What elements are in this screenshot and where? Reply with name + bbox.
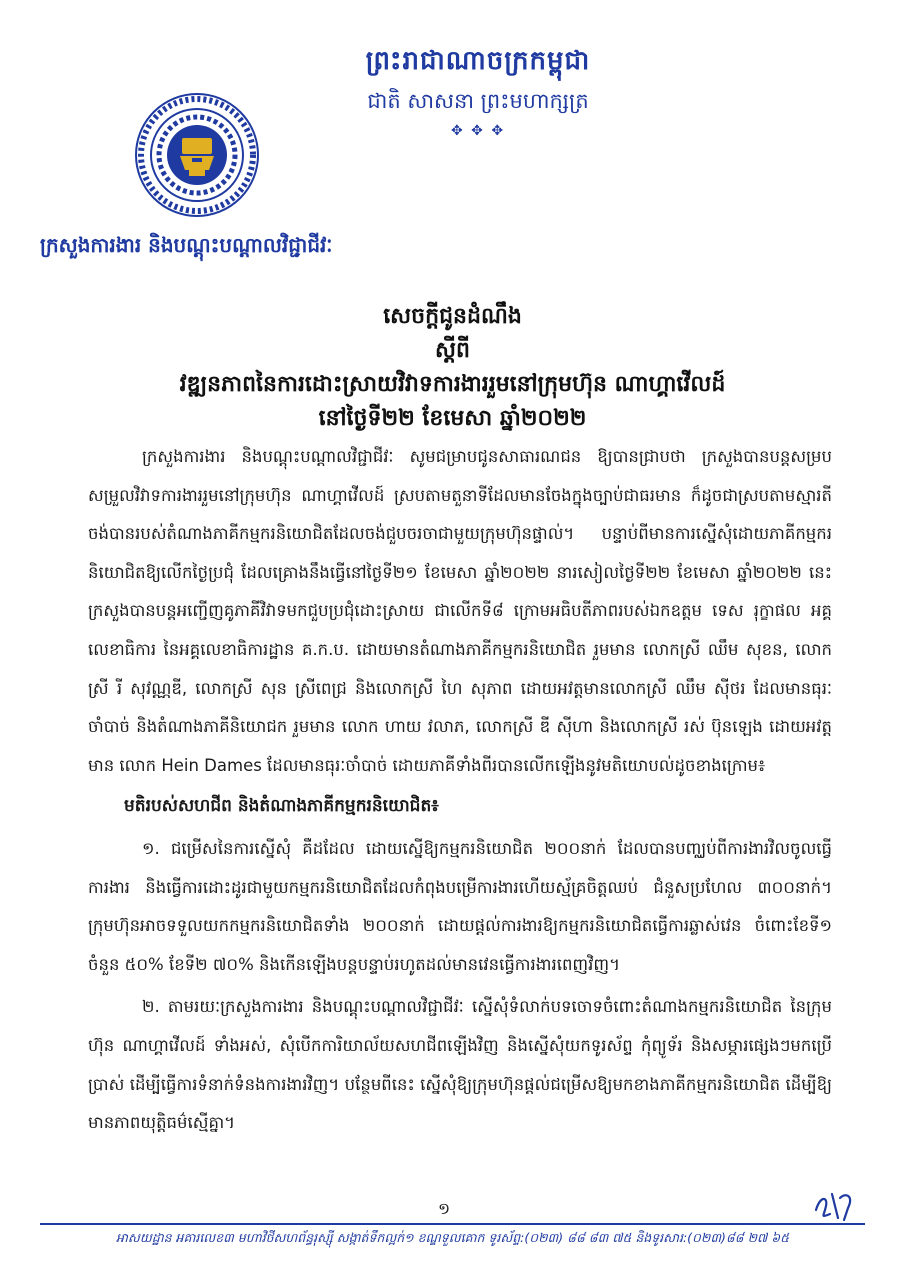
document-body bbox=[88, 438, 832, 1143]
title-notice: សេចក្តីជូនដំណឹង bbox=[383, 304, 522, 329]
kingdom-title: ព្រះរាជាណាចក្រកម្ពុជា bbox=[365, 46, 591, 76]
kingdom-heading bbox=[328, 44, 628, 139]
initials-signature bbox=[810, 1188, 860, 1224]
list-item: ១. ជម្រើសនៃការស្នើសុំ គឺដដែល ដោយស្នើឱ្យកម្មករនិយោជិត ២០០នាក់ ដែលបានបញ្ឈប់ពីការងារវិលចូលធ្វើការងារ និងធ្វើការដោះដូរជាមួយកម្មករនិយោជិតដែលកំពុងបម្រើការងារហើយស្ម័គ្រចិត្តឈប់ ជំនួសប្រហែល ៣០០នាក់។ ក្រុមហ៊ុនអាចទទួលយកកម្មករនិយោជិតទាំង ២០០នាក់ ដោយផ្តល់ការងារឱ្យកម្មករនិយោជិតធ្វើការឆ្លាស់វេន ចំពោះខែទី១ ចំនួន ៥០% ខែទី២ ៧០% និងកើនឡើងបន្តបន្ទាប់រហូតដល់មានវេនធ្វើការងារពេញវិញ។ bbox=[88, 838, 832, 974]
intro-paragraph: ក្រសួងការងារ និងបណ្តុះបណ្តាលវិជ្ជាជីវៈ សូមជម្រាបជូនសាធារណជន ឱ្យបានជ្រាបថា ក្រសួងបានបន្តសម្របសម្រួលវិវាទការងាររួមនៅក្រុមហ៊ុន ណាហ្គាវើលដ៍ ស្របតាមតួនាទីដែលមានចែងក្នុងច្បាប់ជាធរមាន ក៏ដូចជាស្របតាមស្មារតីចង់បានរបស់តំណាងភាគីកម្មករនិយោជិតដែលចង់ជួបចរចាជាមួយក្រុមហ៊ុនផ្ទាល់។ បន្ទាប់ពីមានការស្នើសុំដោយភាគីកម្មករនិយោជិតឱ្យលើកថ្ងៃប្រជុំ ដែលគ្រោងនឹងធ្វើនៅថ្ងៃទី២១ ខែមេសា ឆ្នាំ២០២២ នារសៀលថ្ងៃទី២២ ខែមេសា ឆ្នាំ២០២២ នេះ ក្រសួងបានបន្តអញ្ជើញគូភាគីវិវាទមកជួបប្រជុំដោះស្រាយ ជាលើកទី៨ ក្រោមអធិបតីភាពរបស់ឯកឧត្តម ទេស រុក្ខាផល អគ្គលេខាធិការ នៃអគ្គលេខាធិការដ្ឋាន គ.ក.ប. ដោយមានតំណាងភាគីកម្មករនិយោជិត រួមមាន លោកស្រី ឈឹម សុខន, លោកស្រី រី សុវណ្ណឌី, លោកស្រី សុន ស្រីពេជ្រ និងលោកស្រី ហៃ សុភាព ដោយអវត្តមានលោកស្រី ឈឹម ស៊ីថរ ដែលមានធុរៈចាំបាច់ និងតំណាងភាគីនិយោជក រួមមាន លោក ហាយ វលាភ, លោកស្រី ឌី ស៊ីហា និងលោកស្រី រស់ ប៊ុនឡេង ដោយអវត្តមាន លោក Hein Dames ដែលមានធុរៈចាំបាច់ ដោយភាគីទាំងពីរបានលើកឡើងនូវមតិយោបល់ដូចខាងក្រោម៖ bbox=[88, 447, 832, 775]
page-number: ១ bbox=[438, 1199, 451, 1218]
footer-address: អាសយដ្ឋាន អគារលេខ៣ មហាវិថីសហព័ន្ធរុស្ស៊ី សង្កាត់ទឹកល្អក់១ ខណ្ឌទួលគោក ទូរស័ព្ទ:(០២៣) ៨៨ ៨៣ ៧៥ និងទូរសារ:(០២៣)៨៨ ២៧ ៦៥ bbox=[116, 1230, 789, 1245]
announcement-title bbox=[120, 300, 785, 436]
ministry-name: ក្រសួងការងារ និងបណ្តុះបណ្តាលវិជ្ជាជីវៈ bbox=[40, 233, 333, 257]
title-date: នៅថ្ងៃទី២២ ខែមេសា ឆ្នាំ២០២២ bbox=[318, 406, 587, 431]
list-item: ២. តាមរយៈក្រសួងការងារ និងបណ្តុះបណ្តាលវិជ្ជាជីវៈ ស្នើសុំទំលាក់បទចោទចំពោះតំណាងកម្មករនិយោជិត នៃក្រុមហ៊ុន ណាហ្គាវើលដ៍ ទាំងអស់, សុំបើកការិយាល័យសហជីពឡើងវិញ និងស្នើសុំយកទូរស័ព្ទ កុំព្យូទ័រ និងសម្ភារផ្សេងៗមកប្រើប្រាស់ ដើម្បីធ្វើការទំនាក់ទំនងការងារវិញ។ បន្ថែមពីនេះ ស្នើសុំឱ្យក្រុមហ៊ុនផ្តល់ជម្រើសឱ្យមកខាងភាគីកម្មករនិយោជិត ដើម្បីឱ្យមានភាពយុត្តិធម៌ស្មើគ្នា។ bbox=[88, 997, 832, 1133]
ministry-seal-logo bbox=[134, 92, 260, 218]
footer-divider bbox=[40, 1223, 865, 1225]
title-subject: វឌ្ឍនភាពនៃការដោះស្រាយវិវាទការងាររួមនៅក្រុមហ៊ុន ណាហ្គាវើលដ៍ bbox=[179, 372, 726, 397]
title-regarding: ស្តីពី bbox=[435, 338, 470, 363]
national-motto: ជាតិ សាសនា ព្រះមហាក្សត្រ bbox=[367, 89, 589, 113]
ornament-divider: ✥ ✥ ✥ bbox=[450, 123, 506, 139]
section-heading: មតិរបស់សហជីព និងតំណាងភាគីកម្មករនិយោជិត៖ bbox=[124, 796, 439, 817]
